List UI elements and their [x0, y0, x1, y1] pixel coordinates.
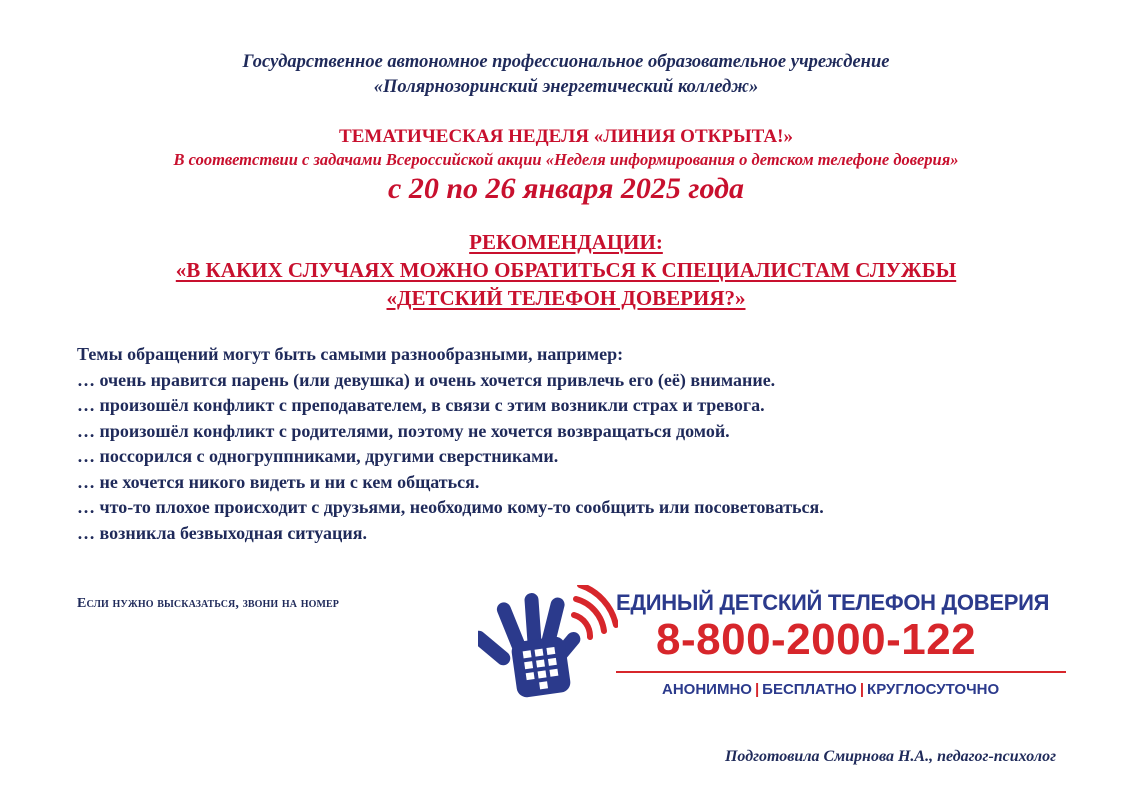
event-subtitle: В соответствии с задачами Всероссийской акции «Неделя информирования о детском телефоне доверия»: [173, 150, 959, 169]
helpline-number[interactable]: 8-800-2000-122: [656, 615, 977, 664]
recommendations-question-line1: «В КАКИХ СЛУЧАЯХ МОЖНО ОБРАТИТЬСЯ К СПЕЦИАЛИСТАМ СЛУЖБЫ: [175, 258, 957, 282]
tag-anonymous: АНОНИМНО: [662, 681, 752, 698]
tag-free: БЕСПЛАТНО: [762, 681, 857, 698]
topic-item: … не хочется никого видеть и ни с кем общаться.: [77, 471, 480, 492]
recommendations-heading: РЕКОМЕНДАЦИИ:: [469, 230, 663, 254]
recommendations-question-line2: «ДЕТСКИЙ ТЕЛЕФОН ДОВЕРИЯ?»: [386, 286, 746, 310]
topic-item: … очень нравится парень (или девушка) и очень хочется привлечь его (её) внимание.: [77, 369, 776, 390]
hand-phone-icon: [478, 585, 618, 705]
topic-item: … возникла безвыходная ситуация.: [77, 522, 368, 543]
topic-item: … поссорился с одногруппниками, другими сверстниками.: [77, 446, 559, 466]
topic-item: … что-то плохое происходит с друзьями, необходимо кому-то сообщить или посоветоваться.: [77, 497, 824, 517]
event-dates: с 20 по 26 января 2025 года: [388, 172, 744, 205]
helpline-logo: [478, 585, 1078, 705]
tag-round-the-clock: КРУГЛОСУТОЧНО: [867, 681, 1000, 698]
author-credit: Подготовила Смирнова Н.А., педагог-психолог: [724, 748, 1056, 765]
helpline-divider: [616, 671, 1066, 673]
topic-item: … произошёл конфликт с родителями, поэтому не хочется возвращаться домой.: [77, 420, 730, 441]
topics-intro: Темы обращений могут быть самыми разнообразными, например:: [77, 344, 624, 364]
call-prompt: Если нужно высказаться, звони на номер: [77, 596, 339, 611]
topic-item: … произошёл конфликт с преподавателем, в связи с этим возникли страх и тревога.: [77, 395, 765, 415]
tag-separator: |: [754, 681, 760, 698]
tag-separator: |: [859, 681, 865, 698]
org-name-line2: «Полярнозоринский энергетический колледж»: [373, 77, 759, 97]
topics-block: [77, 342, 1077, 546]
helpline-tags: [662, 681, 999, 698]
org-name-line1: Государственное автономное профессиональное образовательное учреждение: [242, 52, 890, 72]
event-title: ТЕМАТИЧЕСКАЯ НЕДЕЛЯ «ЛИНИЯ ОТКРЫТА!»: [339, 126, 793, 147]
helpline-heading: ЕДИНЫЙ ДЕТСКИЙ ТЕЛЕФОН ДОВЕРИЯ: [616, 590, 1050, 615]
